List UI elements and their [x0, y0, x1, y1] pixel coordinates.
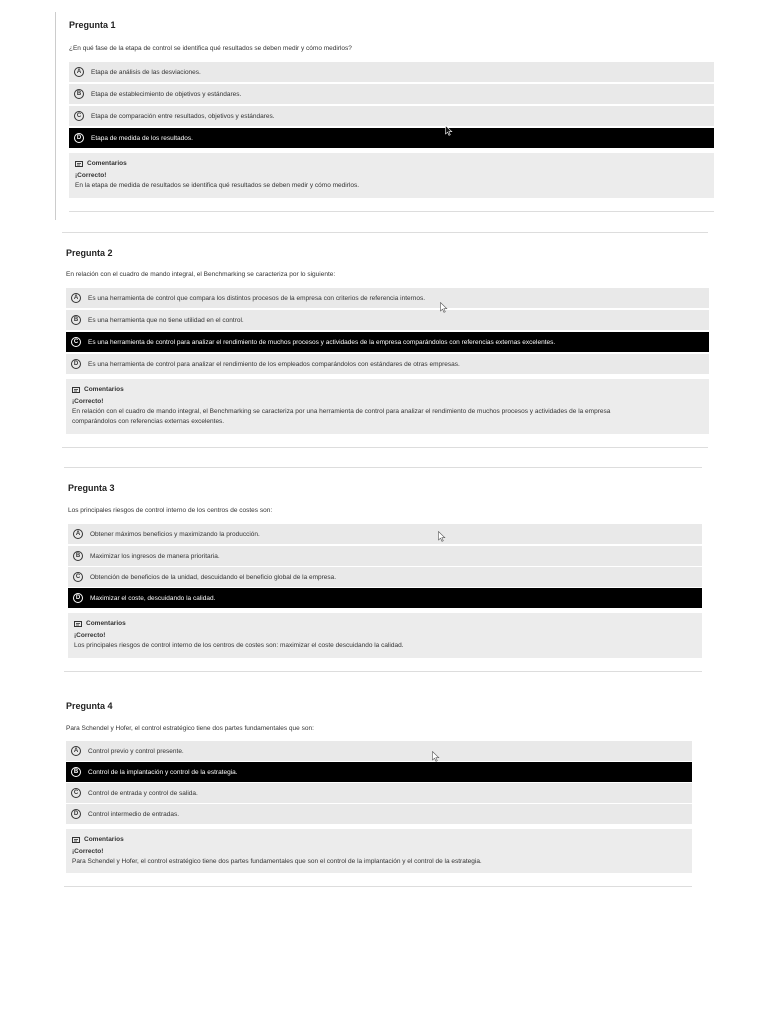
option-text: Obtener máximos beneficios y maximizando la producción.: [90, 530, 260, 538]
option-text: Obtención de beneficios de la unidad, descuidando el beneficio global de la empresa.: [90, 573, 337, 581]
comment-icon: [72, 387, 80, 394]
option-text: Control previo y control presente.: [88, 747, 184, 755]
option-a[interactable]: [68, 524, 702, 544]
option-letter: A: [71, 746, 81, 756]
option-text: Maximizar el coste, descuidando la calidad.: [90, 594, 216, 602]
option-d[interactable]: [66, 354, 709, 374]
question-text: En relación con el cuadro de mando integral, el Benchmarking se caracteriza por lo siguiente:: [66, 271, 336, 278]
option-letter: C: [74, 111, 84, 121]
option-letter: A: [74, 67, 84, 77]
option-text: Control intermedio de entradas.: [88, 810, 180, 818]
question-title: Pregunta 2: [66, 248, 113, 258]
option-b-selected[interactable]: [66, 762, 692, 782]
option-letter: C: [73, 572, 83, 582]
divider: [64, 671, 702, 672]
option-letter: B: [73, 551, 83, 561]
question-title: Pregunta 3: [68, 483, 115, 493]
comment-icon: [75, 161, 83, 168]
question-title: Pregunta 4: [66, 701, 113, 711]
comments-box: [66, 379, 709, 434]
option-text: Es una herramienta que no tiene utilidad en el control.: [88, 316, 244, 324]
option-d-selected[interactable]: [69, 128, 714, 148]
feedback-text-line-1: En relación con el cuadro de mando integral, el Benchmarking se caracteriza por una herramienta de control para analizar el rendimiento de muchos procesos y actividades de la empresa: [72, 408, 611, 415]
comments-label: Comentarios: [87, 160, 127, 167]
option-letter: B: [74, 89, 84, 99]
question-1: [69, 20, 714, 220]
option-text: Etapa de análisis de las desviaciones.: [91, 68, 201, 76]
mouse-cursor-icon: [445, 125, 453, 136]
correct-label: ¡Correcto!: [74, 632, 106, 639]
question-text: Los principales riesgos de control interno de los centros de costes son:: [68, 507, 273, 514]
divider: [64, 886, 692, 887]
option-text: Maximizar los ingresos de manera prioritaria.: [90, 552, 220, 560]
option-text: Es una herramienta de control para analizar el rendimiento de los empleados comparándolos con estándares de otras empresas.: [88, 360, 460, 368]
question-text: Para Schendel y Hofer, el control estratégico tiene dos partes fundamentales que son:: [66, 725, 314, 732]
question-text: ¿En qué fase de la etapa de control se identifica qué resultados se deben medir y cómo medirlos?: [69, 45, 352, 52]
option-letter: B: [71, 767, 81, 777]
option-c[interactable]: [68, 567, 702, 587]
option-b[interactable]: [68, 546, 702, 566]
mouse-cursor-icon: [438, 531, 446, 542]
comment-icon: [74, 621, 82, 628]
option-letter: A: [71, 293, 81, 303]
comments-label: Comentarios: [84, 386, 124, 393]
option-b[interactable]: [69, 84, 714, 104]
comments-label: Comentarios: [86, 620, 126, 627]
question-title: Pregunta 1: [69, 20, 116, 30]
divider: [69, 211, 714, 212]
option-text: Etapa de establecimiento de objetivos y estándares.: [91, 90, 242, 98]
option-text: Etapa de medida de los resultados.: [91, 134, 193, 142]
option-a[interactable]: [66, 741, 692, 761]
comments-box: [68, 613, 702, 658]
feedback-text: Para Schendel y Hofer, el control estratégico tiene dos partes fundamentales que son el control de la implantación y el control de la estrategia.: [72, 858, 482, 865]
option-c[interactable]: [66, 783, 692, 803]
option-letter: D: [71, 359, 81, 369]
mouse-cursor-icon: [440, 302, 448, 313]
option-text: Etapa de comparación entre resultados, objetivos y estándares.: [91, 112, 275, 120]
option-a[interactable]: [66, 288, 709, 308]
option-d-selected[interactable]: [68, 588, 702, 608]
option-a[interactable]: [69, 62, 714, 82]
option-text: Es una herramienta de control para analizar el rendimiento de muchos procesos y actividades de la empresa comparándolos con referencias externas excelentes.: [88, 338, 556, 346]
divider: [64, 467, 702, 468]
option-b[interactable]: [66, 310, 709, 330]
left-border-line: [55, 12, 56, 220]
option-text: Control de entrada y control de salida.: [88, 789, 198, 797]
option-letter: C: [71, 788, 81, 798]
option-letter: B: [71, 315, 81, 325]
divider: [62, 232, 708, 233]
comments-box: [66, 829, 692, 873]
question-3: [68, 483, 702, 663]
feedback-text: Los principales riesgos de control interno de los centros de costes son: maximizar el coste descuidando la calidad.: [74, 642, 404, 649]
option-d[interactable]: [66, 804, 692, 824]
option-letter: A: [73, 529, 83, 539]
divider: [62, 447, 708, 448]
comments-box: [69, 153, 714, 198]
correct-label: ¡Correcto!: [72, 848, 104, 855]
comment-icon: [72, 837, 80, 844]
mouse-cursor-icon: [432, 751, 440, 762]
option-letter: D: [73, 593, 83, 603]
feedback-text-line-2: comparándolos con referencias externas excelentes.: [72, 418, 225, 425]
option-c-selected[interactable]: [66, 332, 709, 352]
question-4: [66, 701, 692, 881]
correct-label: ¡Correcto!: [72, 398, 104, 405]
option-letter: D: [71, 809, 81, 819]
option-text: Es una herramienta de control que compara los distintos procesos de la empresa con criterios de referencia internos.: [88, 294, 426, 302]
option-c[interactable]: [69, 106, 714, 126]
comments-label: Comentarios: [84, 836, 124, 843]
option-letter: C: [71, 337, 81, 347]
feedback-text: En la etapa de medida de resultados se identifica qué resultados se deben medir y cómo medirlos.: [75, 182, 359, 189]
option-letter: D: [74, 133, 84, 143]
question-2: [66, 248, 709, 438]
option-text: Control de la implantación y control de la estrategia.: [88, 768, 238, 776]
correct-label: ¡Correcto!: [75, 172, 107, 179]
